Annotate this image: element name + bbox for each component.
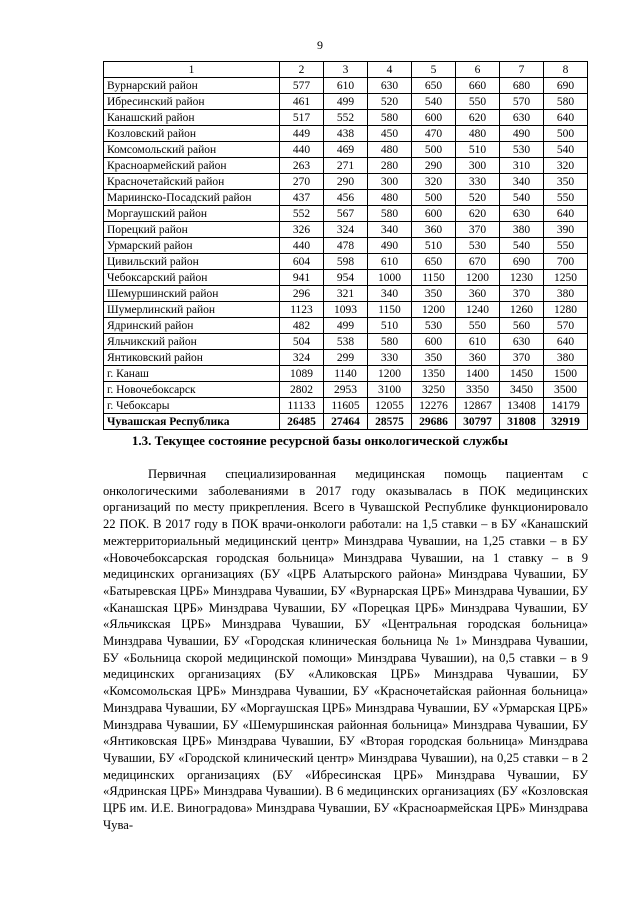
region-name: г. Новочебоксарск — [104, 382, 280, 398]
table-cell: 490 — [500, 126, 544, 142]
table-cell: 1089 — [280, 366, 324, 382]
table-cell: 330 — [368, 350, 412, 366]
table-cell: 640 — [544, 110, 588, 126]
table-cell: 12276 — [412, 398, 456, 414]
table-cell: 470 — [412, 126, 456, 142]
table-cell: 1450 — [500, 366, 544, 382]
table-cell: 14179 — [544, 398, 588, 414]
table-cell: 3500 — [544, 382, 588, 398]
region-name: Шемуршинский район — [104, 286, 280, 302]
table-cell: 28575 — [368, 414, 412, 430]
table-cell: 630 — [500, 334, 544, 350]
table-cell: 580 — [544, 94, 588, 110]
table-cell: 499 — [324, 94, 368, 110]
table-cell: 1200 — [456, 270, 500, 286]
table-cell: 540 — [500, 238, 544, 254]
table-cell: 1200 — [368, 366, 412, 382]
table-body — [104, 78, 588, 430]
table-cell: 1150 — [368, 302, 412, 318]
table-row — [104, 398, 588, 414]
table-cell: 1000 — [368, 270, 412, 286]
table-cell: 600 — [412, 110, 456, 126]
table-cell: 324 — [280, 350, 324, 366]
table-row — [104, 254, 588, 270]
table-cell: 1123 — [280, 302, 324, 318]
region-name: Вурнарский район — [104, 78, 280, 94]
table-row — [104, 382, 588, 398]
table-cell: 320 — [412, 174, 456, 190]
table-cell: 1500 — [544, 366, 588, 382]
table-cell: 370 — [500, 286, 544, 302]
table-cell: 350 — [544, 174, 588, 190]
table-cell: 370 — [456, 222, 500, 238]
table-cell: 3250 — [412, 382, 456, 398]
table-cell: 299 — [324, 350, 368, 366]
column-header: 5 — [412, 62, 456, 78]
table-cell: 530 — [456, 238, 500, 254]
table-cell: 580 — [368, 206, 412, 222]
table-cell: 326 — [280, 222, 324, 238]
table-cell: 350 — [412, 286, 456, 302]
table-cell: 550 — [456, 318, 500, 334]
table-cell: 510 — [368, 318, 412, 334]
column-header: 7 — [500, 62, 544, 78]
table-cell: 437 — [280, 190, 324, 206]
table-cell: 500 — [544, 126, 588, 142]
table-cell: 440 — [280, 142, 324, 158]
table-cell: 550 — [544, 238, 588, 254]
table-cell: 324 — [324, 222, 368, 238]
table-cell: 540 — [544, 142, 588, 158]
table-cell: 610 — [324, 78, 368, 94]
region-name: Урмарский район — [104, 238, 280, 254]
column-header: 6 — [456, 62, 500, 78]
table-cell: 530 — [412, 318, 456, 334]
region-name: Красноармейский район — [104, 158, 280, 174]
table-cell: 550 — [456, 94, 500, 110]
table-cell: 340 — [368, 286, 412, 302]
column-header: 3 — [324, 62, 368, 78]
table-cell: 567 — [324, 206, 368, 222]
table-row — [104, 286, 588, 302]
table-cell: 500 — [412, 142, 456, 158]
table-cell: 700 — [544, 254, 588, 270]
table-cell: 560 — [500, 318, 544, 334]
table-cell: 490 — [368, 238, 412, 254]
table-cell: 510 — [456, 142, 500, 158]
table-row — [104, 206, 588, 222]
table-cell: 954 — [324, 270, 368, 286]
table-row — [104, 222, 588, 238]
table-cell: 32919 — [544, 414, 588, 430]
table-row — [104, 238, 588, 254]
table-cell: 580 — [368, 334, 412, 350]
table-cell: 340 — [368, 222, 412, 238]
table-row — [104, 302, 588, 318]
table-cell: 482 — [280, 318, 324, 334]
table-cell: 469 — [324, 142, 368, 158]
population-table — [103, 61, 588, 430]
table-cell: 570 — [500, 94, 544, 110]
table-cell: 670 — [456, 254, 500, 270]
table-cell: 360 — [456, 286, 500, 302]
region-name: Чебоксарский район — [104, 270, 280, 286]
table-cell: 510 — [412, 238, 456, 254]
table-cell: 380 — [500, 222, 544, 238]
table-cell: 570 — [544, 318, 588, 334]
table-cell: 941 — [280, 270, 324, 286]
region-name: Красночетайский район — [104, 174, 280, 190]
table-cell: 26485 — [280, 414, 324, 430]
column-header: 4 — [368, 62, 412, 78]
table-cell: 630 — [368, 78, 412, 94]
table-cell: 1250 — [544, 270, 588, 286]
section-heading: 1.3. Текущее состояние ресурсной базы онкологической службы — [131, 433, 509, 448]
table-cell: 380 — [544, 350, 588, 366]
table-cell: 1260 — [500, 302, 544, 318]
region-name: Мариинско-Посадский район — [104, 190, 280, 206]
table-cell: 280 — [368, 158, 412, 174]
table-row — [104, 366, 588, 382]
table-cell: 461 — [280, 94, 324, 110]
column-header: 2 — [280, 62, 324, 78]
table-cell: 620 — [456, 206, 500, 222]
table-row — [104, 158, 588, 174]
table-cell: 12867 — [456, 398, 500, 414]
region-name: Чувашская Республика — [104, 414, 280, 430]
table-cell: 360 — [456, 350, 500, 366]
table-row — [104, 110, 588, 126]
table-cell: 3350 — [456, 382, 500, 398]
table-cell: 520 — [456, 190, 500, 206]
table-row — [104, 318, 588, 334]
table-cell: 13408 — [500, 398, 544, 414]
table-cell: 11133 — [280, 398, 324, 414]
table-cell: 30797 — [456, 414, 500, 430]
table-cell: 552 — [324, 110, 368, 126]
table-cell: 660 — [456, 78, 500, 94]
region-name: Цивильский район — [104, 254, 280, 270]
table-row — [104, 78, 588, 94]
table-cell: 500 — [412, 190, 456, 206]
table-cell: 350 — [412, 350, 456, 366]
region-name: Ибресинский район — [104, 94, 280, 110]
table-row — [104, 334, 588, 350]
table-cell: 504 — [280, 334, 324, 350]
table-cell: 1200 — [412, 302, 456, 318]
table-cell: 550 — [544, 190, 588, 206]
table-cell: 517 — [280, 110, 324, 126]
table-header-row — [104, 62, 588, 78]
table-row — [104, 270, 588, 286]
table-row — [104, 94, 588, 110]
table-cell: 690 — [500, 254, 544, 270]
table-cell: 3100 — [368, 382, 412, 398]
table-cell: 540 — [412, 94, 456, 110]
table-cell: 520 — [368, 94, 412, 110]
region-name: Янтиковский район — [104, 350, 280, 366]
table-cell: 438 — [324, 126, 368, 142]
table-cell: 600 — [412, 206, 456, 222]
table-cell: 630 — [500, 110, 544, 126]
table-cell: 321 — [324, 286, 368, 302]
region-name: Шумерлинский район — [104, 302, 280, 318]
table-cell: 610 — [456, 334, 500, 350]
table-cell: 620 — [456, 110, 500, 126]
region-name: г. Чебоксары — [104, 398, 280, 414]
table-cell: 480 — [456, 126, 500, 142]
table-row — [104, 174, 588, 190]
table-total-row — [104, 414, 588, 430]
table-cell: 450 — [368, 126, 412, 142]
table-cell: 610 — [368, 254, 412, 270]
table-cell: 271 — [324, 158, 368, 174]
table-cell: 1240 — [456, 302, 500, 318]
table-row — [104, 350, 588, 366]
region-name: Комсомольский район — [104, 142, 280, 158]
table-cell: 680 — [500, 78, 544, 94]
table-cell: 300 — [368, 174, 412, 190]
table-row — [104, 190, 588, 206]
table-cell: 1150 — [412, 270, 456, 286]
table-cell: 380 — [544, 286, 588, 302]
table-cell: 330 — [456, 174, 500, 190]
table-cell: 2802 — [280, 382, 324, 398]
table-cell: 320 — [544, 158, 588, 174]
table-cell: 2953 — [324, 382, 368, 398]
table-cell: 630 — [500, 206, 544, 222]
region-name: Моргаушский район — [104, 206, 280, 222]
table-cell: 300 — [456, 158, 500, 174]
region-name: Ядринский район — [104, 318, 280, 334]
table-cell: 340 — [500, 174, 544, 190]
table-cell: 270 — [280, 174, 324, 190]
table-cell: 1230 — [500, 270, 544, 286]
table-row — [104, 142, 588, 158]
table-cell: 480 — [368, 142, 412, 158]
table-cell: 577 — [280, 78, 324, 94]
table-cell: 11605 — [324, 398, 368, 414]
table-cell: 290 — [324, 174, 368, 190]
table-cell: 370 — [500, 350, 544, 366]
table-cell: 640 — [544, 206, 588, 222]
table-cell: 296 — [280, 286, 324, 302]
column-header: 8 — [544, 62, 588, 78]
table-cell: 604 — [280, 254, 324, 270]
table-cell: 530 — [500, 142, 544, 158]
table-cell: 263 — [280, 158, 324, 174]
table-cell: 1093 — [324, 302, 368, 318]
region-name: Яльчикский район — [104, 334, 280, 350]
table-cell: 390 — [544, 222, 588, 238]
table-cell: 12055 — [368, 398, 412, 414]
column-header: 1 — [104, 62, 280, 78]
table-cell: 290 — [412, 158, 456, 174]
table-cell: 552 — [280, 206, 324, 222]
table-cell: 540 — [500, 190, 544, 206]
region-name: Порецкий район — [104, 222, 280, 238]
table-row — [104, 126, 588, 142]
table-cell: 1350 — [412, 366, 456, 382]
page-number: 9 — [317, 38, 323, 52]
table-cell: 29686 — [412, 414, 456, 430]
table-cell: 538 — [324, 334, 368, 350]
table-cell: 310 — [500, 158, 544, 174]
table-cell: 600 — [412, 334, 456, 350]
table-cell: 580 — [368, 110, 412, 126]
table-cell: 690 — [544, 78, 588, 94]
region-name: Канашский район — [104, 110, 280, 126]
table-cell: 360 — [412, 222, 456, 238]
table-cell: 650 — [412, 254, 456, 270]
region-name: г. Канаш — [104, 366, 280, 382]
table-cell: 598 — [324, 254, 368, 270]
table-cell: 1280 — [544, 302, 588, 318]
table-cell: 3450 — [500, 382, 544, 398]
table-cell: 1140 — [324, 366, 368, 382]
table-cell: 440 — [280, 238, 324, 254]
table-cell: 499 — [324, 318, 368, 334]
table-cell: 480 — [368, 190, 412, 206]
region-name: Козловский район — [104, 126, 280, 142]
table-cell: 478 — [324, 238, 368, 254]
table-cell: 31808 — [500, 414, 544, 430]
table-cell: 1400 — [456, 366, 500, 382]
table-cell: 640 — [544, 334, 588, 350]
table-cell: 650 — [412, 78, 456, 94]
table-cell: 449 — [280, 126, 324, 142]
table-cell: 27464 — [324, 414, 368, 430]
table-cell: 456 — [324, 190, 368, 206]
section-paragraph: Первичная специализированная медицинская помощь пациентам с онкологическими заболеваниями в 2017 году оказывалась в ПОК медицинских организаций по месту прикрепления. Всего в Чувашской Республике функционировало 22 ПОК. В 2017 году в ПОК врачи-онкологи работали: на 1,5 ставки – в БУ «Канашский межтерриториальный медицинский центр» Минздрава Чувашии, на 1,25 ставки – в БУ «Новочебоксарская городская больница» Минздрава Чувашии, на 1 ставку – в 9 медицинских организациях (БУ «ЦРБ Алатырского района» Минздрава Чувашии, БУ «Батыревская ЦРБ» Минздрава Чувашии, БУ «Вурнарская ЦРБ» Минздрава Чувашии, БУ «Канашская ЦРБ» Минздрава Чувашии, БУ «Порецкая ЦРБ» Минздрава Чувашии, БУ «Яльчикская ЦРБ» Минздрава Чувашии, БУ «Центральная городская больница» Минздрава Чувашии, БУ «Городская клиническая больница № 1» Минздрава Чувашии, БУ «Больница скорой медицинской помощи» Минздрава Чувашии), на 0,5 ставки – в 9 медицинских организациях (БУ «Аликовская ЦРБ» Минздрава Чувашии, БУ «Комсомольская ЦРБ» Минздрава Чувашии, БУ «Красночетайская районная больница» Минздрава Чувашии, БУ «Моргаушская ЦРБ» Минздрава Чувашии, БУ «Урмарская ЦРБ» Минздрава Чувашии, БУ «Шемуршинская районная больница» Минздрава Чувашии, БУ «Янтиковская ЦРБ» Минздрава Чувашии, БУ «Вторая городская больница» Минздрава Чувашии, БУ «Городской клинический центр» Минздрава Чувашии), на 0,25 ставки – в 2 медицинских организациях (БУ «Ибресинская ЦРБ» Минздрава Чувашии, БУ «Ядринская ЦРБ» Минздрава Чувашии). В 6 медицинских организациях (БУ «Козловская ЦРБ им. И.Е. Виноградова» Минздрава Чувашии, БУ «Красноармейская ЦРБ» Минздрава Чува- — [103, 467, 588, 832]
